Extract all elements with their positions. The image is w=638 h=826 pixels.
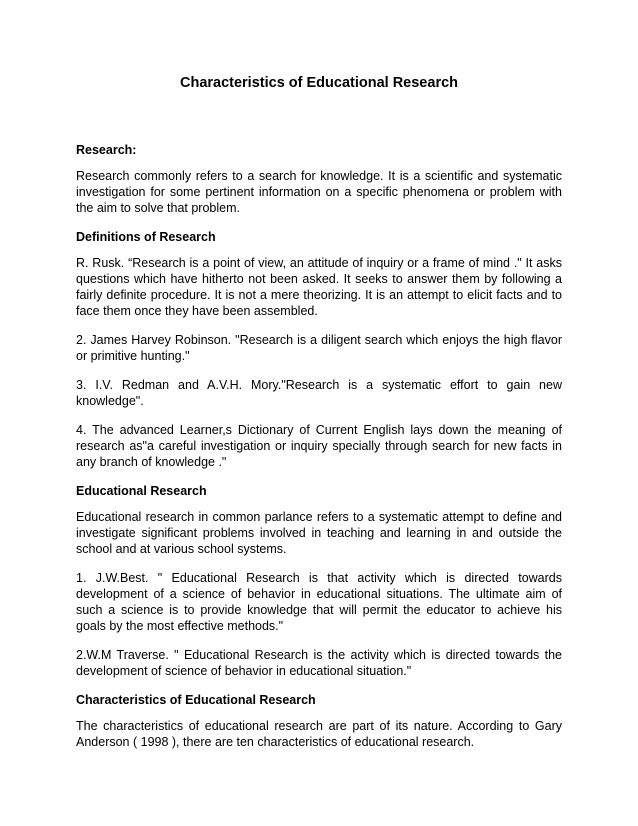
research-paragraph: Research commonly refers to a search for knowledge. It is a scientific and systematic investigation for some pertinent information on a specific phenomena or problem with the aim to solve that problem. <box>76 169 562 215</box>
definition-rusk: R. Rusk. “Research is a point of view, an attitude of inquiry or a frame of mind ." It asks questions which have hitherto not been asked. It seeks to answer them by following a fairly definite procedure. It is not a mere theorizing. It is an attempt to elicit facts and to face them once they have been assembled. <box>76 256 562 318</box>
characteristics-paragraph: The characteristics of educational research are part of its nature. According to Gary Anderson ( 1998 ), there are ten characteristics of educational research. <box>76 719 562 749</box>
definition-redman-mory: 3. I.V. Redman and A.V.H. Mory."Research is a systematic effort to gain new knowledge". <box>76 378 562 408</box>
definition-best: 1. J.W.Best. " Educational Research is that activity which is directed towards development of a science of behavior in educational situations. The ultimate aim of such a science is to provide knowledge that will permit the educator to achieve his goals by the most effective methods." <box>76 571 562 633</box>
section-heading-educational-research: Educational Research <box>76 484 207 498</box>
educational-research-paragraph: Educational research in common parlance refers to a systematic attempt to define and investigate significant problems involved in teaching and learning in and outside the school and at various school systems. <box>76 510 562 556</box>
section-heading-definitions: Definitions of Research <box>76 230 216 244</box>
definition-traverse: 2.W.M Traverse. " Educational Research is the activity which is directed towards the development of science of behavior in educational situation." <box>76 648 562 678</box>
section-heading-research: Research: <box>76 143 137 157</box>
document-page <box>76 74 562 763</box>
document-title: Characteristics of Educational Research <box>179 75 459 91</box>
definition-learners-dictionary: 4. The advanced Learner,s Dictionary of Current English lays down the meaning of research as"a careful investigation or inquiry specially through search for new facts in any branch of knowledge ." <box>76 423 562 469</box>
definition-robinson: 2. James Harvey Robinson. "Research is a diligent search which enjoys the high flavor or primitive hunting." <box>76 333 562 363</box>
section-heading-characteristics: Characteristics of Educational Research <box>76 693 316 707</box>
